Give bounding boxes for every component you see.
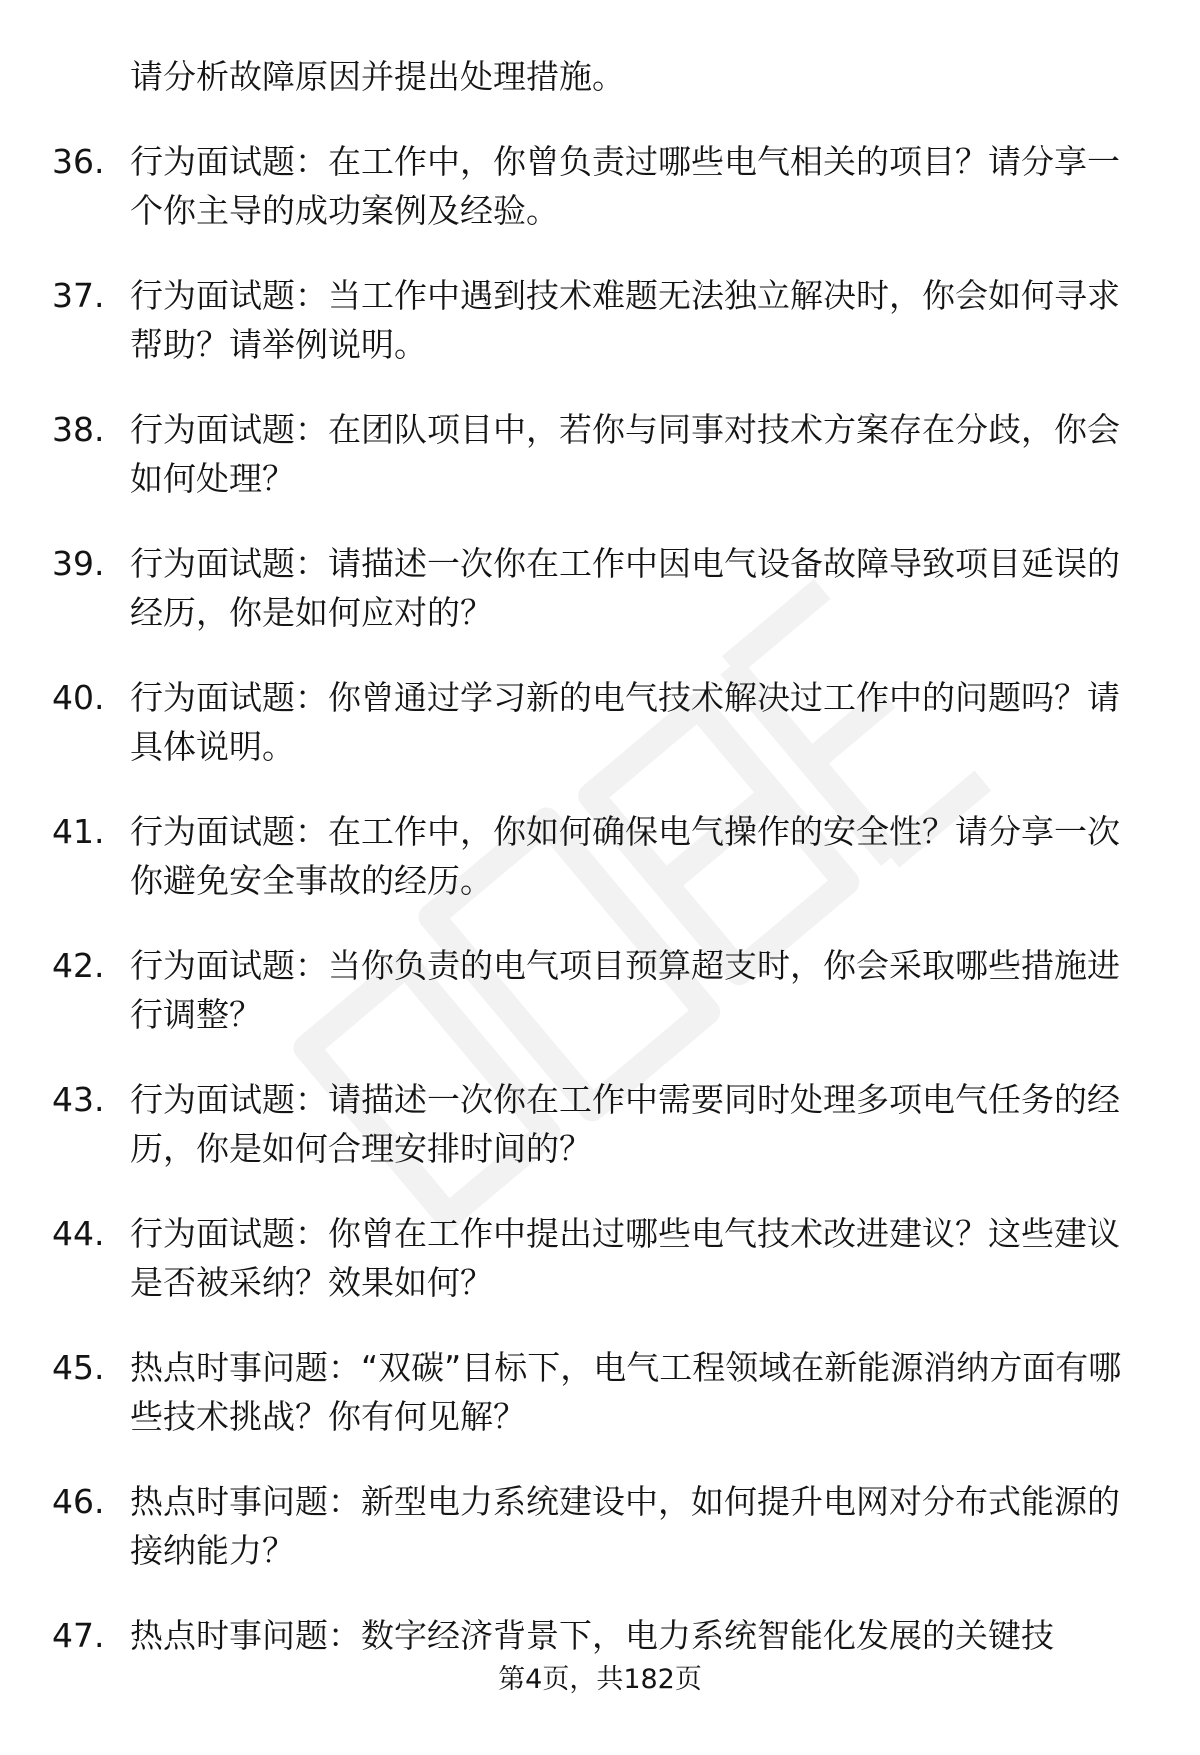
question-text: 热点时事问题：“双碳”目标下，电气工程领域在新能源消纳方面有哪些技术挑战？你有何见解？ [130,1348,1122,1436]
continued-question-text: 请分析故障原因并提出处理措施。 [130,57,625,96]
question-text: 行为面试题：当工作中遇到技术难题无法独立解决时，你会如何寻求帮助？请举例说明。 [130,276,1120,364]
question-item [0,1611,1200,1660]
question-item [0,1477,1200,1575]
question-number: 44. [52,1214,105,1253]
question-item [0,807,1200,905]
question-text: 行为面试题：当你负责的电气项目预算超支时，你会采取哪些措施进行调整？ [130,946,1120,1034]
question-text: 行为面试题：在团队项目中，若你与同事对技术方案存在分歧，你会如何处理？ [130,410,1120,498]
question-number: 41. [52,812,105,851]
question-text: 行为面试题：请描述一次你在工作中因电气设备故障导致项目延误的经历，你是如何应对的？ [130,544,1120,632]
question-text: 行为面试题：你曾在工作中提出过哪些电气技术改进建议？这些建议是否被采纳？效果如何？ [130,1214,1120,1302]
question-list [0,52,1200,1696]
question-number: 38. [52,410,105,449]
question-item [0,137,1200,235]
question-item [0,1343,1200,1441]
question-number: 42. [52,946,105,985]
question-item [0,1075,1200,1173]
question-item [0,1209,1200,1307]
question-text: 行为面试题：在工作中，你如何确保电气操作的安全性？请分享一次你避免安全事故的经历。 [130,812,1120,900]
page-number-footer: 第4页，共182页 [498,1664,702,1695]
question-number: 47. [52,1616,105,1655]
question-number: 39. [52,544,105,583]
question-number: 40. [52,678,105,717]
question-text: 行为面试题：请描述一次你在工作中需要同时处理多项电气任务的经历，你是如何合理安排时间的？ [130,1080,1120,1168]
question-item [0,673,1200,771]
question-number: 46. [52,1482,105,1521]
question-text: 热点时事问题：新型电力系统建设中，如何提升电网对分布式能源的接纳能力？ [130,1482,1120,1570]
question-number: 36. [52,142,105,181]
question-item [0,271,1200,369]
question-item [0,405,1200,503]
question-item [0,941,1200,1039]
question-number: 45. [52,1348,105,1387]
question-number: 43. [52,1080,105,1119]
question-item [0,539,1200,637]
question-text: 行为面试题：你曾通过学习新的电气技术解决过工作中的问题吗？请具体说明。 [130,678,1120,766]
question-text: 行为面试题：在工作中，你曾负责过哪些电气相关的项目？请分享一个你主导的成功案例及经验。 [130,142,1120,230]
question-number: 37. [52,276,105,315]
question-text: 热点时事问题：数字经济背景下，电力系统智能化发展的关键技 [130,1616,1054,1655]
